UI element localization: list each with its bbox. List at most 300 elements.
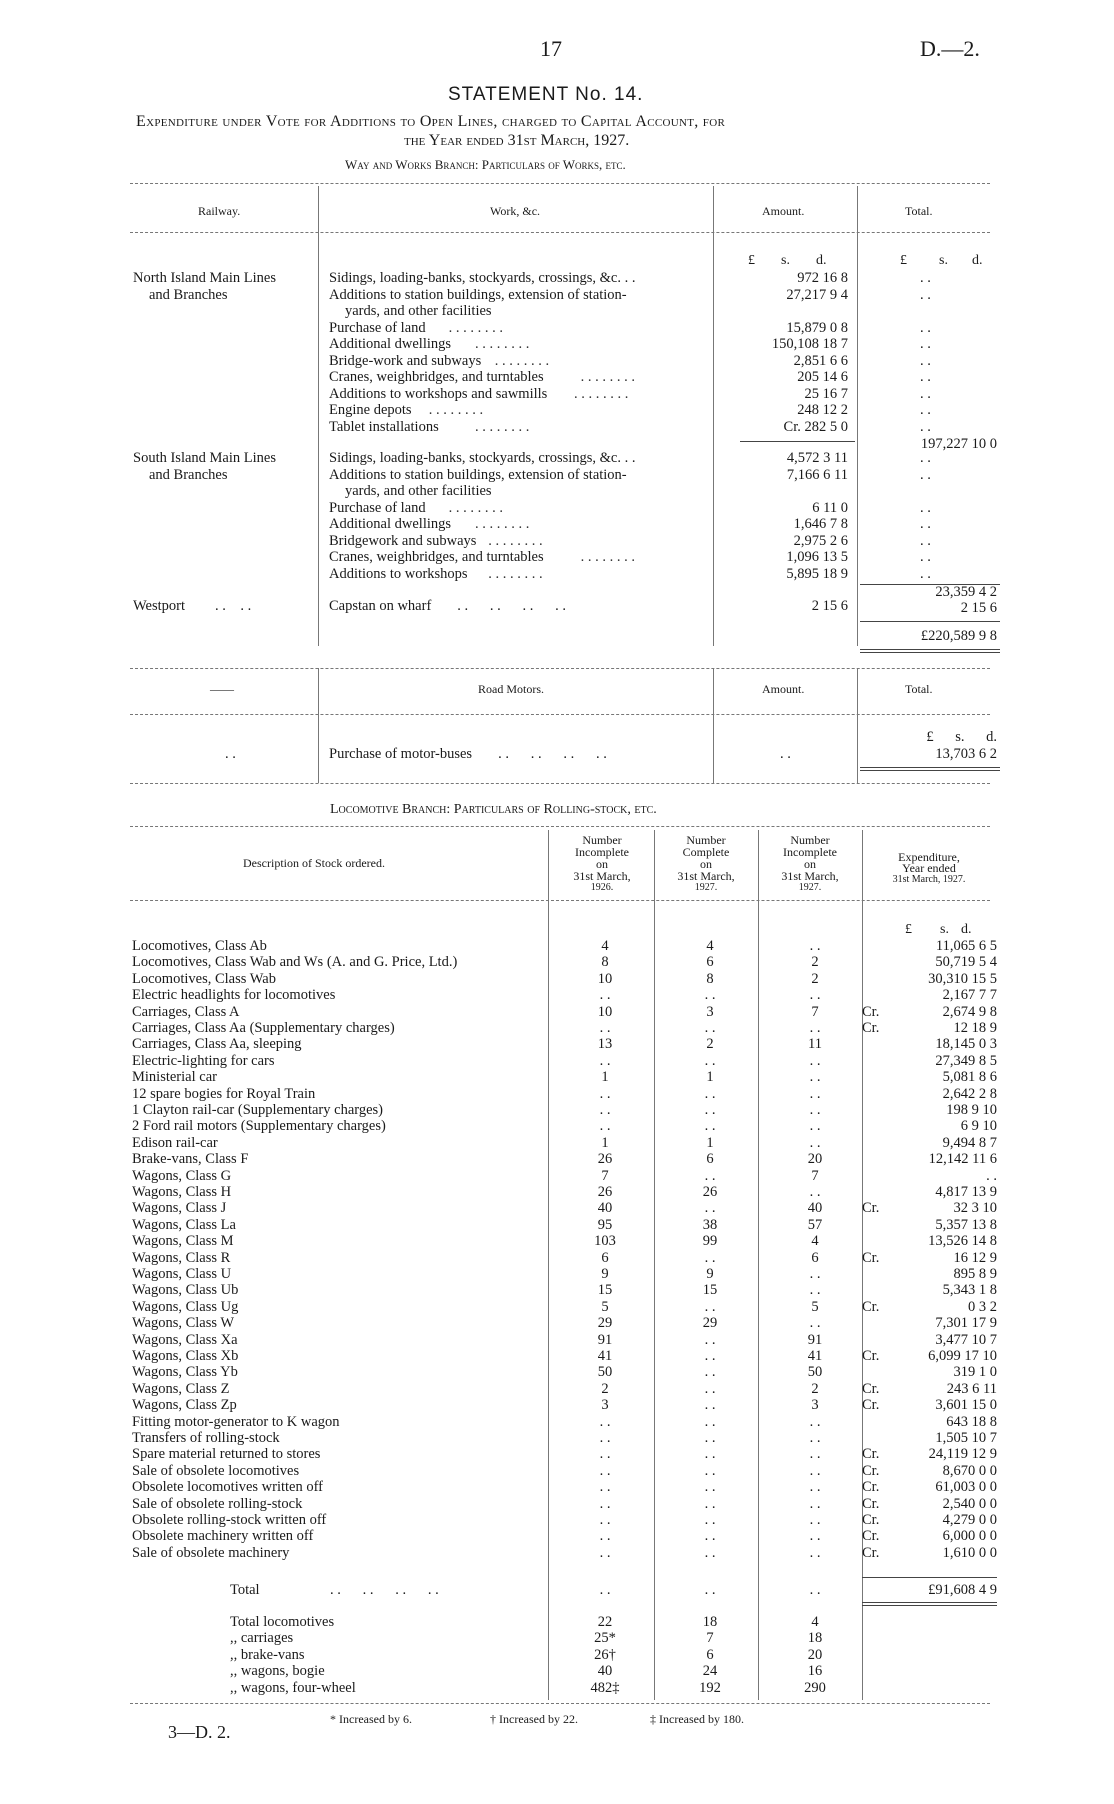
south-leaders-5: . . . . . . . .: [488, 532, 543, 549]
loco-row: [0, 1381, 1114, 1398]
loco-row-description: Edison rail-car: [132, 1134, 218, 1151]
loco-row-complete-1927: . .: [704, 1495, 716, 1512]
north-work-6: Cranes, weighbridges, and turntables: [329, 369, 544, 385]
north-total-0: . .: [920, 270, 931, 286]
loco-row-credit-marker: Cr.: [862, 1380, 880, 1397]
page-number: 17: [540, 36, 562, 61]
road-header-railway: ——: [210, 682, 234, 696]
loco-row-expenditure: 1,610 0 0: [942, 1544, 997, 1561]
loco-row-description: Wagons, Class H: [132, 1184, 232, 1200]
road-col-divider-3: [857, 668, 858, 783]
summary-row-incomplete-1926: 40: [597, 1663, 613, 1680]
loco-row-expenditure: 50,719 5 4: [935, 954, 997, 971]
ww-amount-units: £ s. d.: [748, 253, 827, 268]
loco-row: [0, 987, 1114, 1004]
loco-row-expenditure: 5,343 1 8: [942, 1282, 997, 1299]
loco-row-incomplete-1926: 95: [597, 1216, 613, 1233]
north-total-6: . .: [920, 369, 931, 385]
loco-row-expenditure: 6,000 0 0: [942, 1528, 997, 1545]
loco-row-incomplete-1927: . .: [809, 1528, 821, 1545]
south-work-7: Additions to workshops: [329, 565, 468, 582]
loco-row-incomplete-1927: . .: [809, 1413, 821, 1430]
loco-row-complete-1927: 1: [706, 1069, 714, 1086]
loco-row-complete-1927: . .: [704, 1331, 716, 1348]
loco-row-complete-1927: 1: [706, 1134, 714, 1151]
loco-row-expenditure: 643 18 8: [946, 1413, 997, 1430]
loco-header-incomplete-1927: Number Incomplete on 31st March, 1927.: [781, 833, 839, 893]
loco-row: [0, 971, 1114, 988]
loco-row-incomplete-1926: . .: [599, 1512, 611, 1528]
loco-row-expenditure: 12 18 9: [953, 1020, 997, 1036]
loco-row-incomplete-1926: 2: [601, 1380, 609, 1397]
south-total-4: . .: [920, 516, 931, 532]
road-header-total: Total.: [905, 682, 933, 696]
road-header-work: Road Motors.: [478, 682, 544, 696]
loco-row: [0, 1545, 1114, 1562]
loco-row-credit-marker: Cr.: [862, 1462, 880, 1479]
loco-row-description: Wagons, Class Z: [132, 1380, 230, 1397]
summary-row-incomplete-1927: 4: [811, 1614, 819, 1630]
north-work-0: Sidings, loading-banks, stockyards, crossings, &c. . .: [329, 270, 636, 286]
loco-row-description: Obsolete machinery written off: [132, 1528, 314, 1545]
loco-row-description: Locomotives, Class Ab: [132, 938, 267, 954]
loco-row: [0, 1496, 1114, 1513]
south-work-4: Additional dwellings: [329, 516, 452, 532]
westport-total: 2 15 6: [960, 600, 997, 616]
loco-row-incomplete-1927: 2: [811, 970, 819, 987]
south-work-6: Cranes, weighbridges, and turntables: [329, 549, 544, 565]
loco-row-incomplete-1926: 3: [601, 1397, 609, 1414]
loco-row: [0, 1332, 1114, 1349]
loco-row-expenditure: 319 1 0: [953, 1364, 997, 1381]
loco-row-expenditure: 12,142 11 6: [928, 1151, 997, 1168]
loco-row-complete-1927: . .: [704, 1544, 716, 1561]
south-leaders-3: . . . . . . . .: [448, 499, 503, 516]
loco-row: [0, 1446, 1114, 1463]
loco-row-complete-1927: . .: [704, 1085, 716, 1102]
north-work-2: yards, and other facilities: [345, 303, 492, 319]
loco-row-description: Sale of obsolete locomotives: [132, 1462, 300, 1479]
loco-row-description: Wagons, Class G: [132, 1167, 232, 1184]
loco-row-complete-1927: . .: [704, 1479, 716, 1496]
loco-row-incomplete-1927: . .: [809, 1184, 821, 1200]
loco-row-incomplete-1926: 29: [597, 1315, 613, 1332]
loco-row: [0, 1036, 1114, 1053]
south-work-2: yards, and other facilities: [345, 483, 492, 499]
loco-row-incomplete-1926: 103: [594, 1233, 616, 1250]
north-leaders-4: . . . . . . . .: [475, 336, 530, 352]
south-total-3: . .: [920, 499, 931, 516]
loco-total-n2: . .: [704, 1582, 716, 1598]
loco-total-rule-bottom-1: [862, 1602, 997, 1603]
loco-row-complete-1927: 6: [706, 1151, 714, 1168]
loco-row-expenditure: 895 8 9: [953, 1266, 997, 1282]
loco-row-complete-1927: 3: [706, 1003, 714, 1020]
loco-row-incomplete-1927: 4: [811, 1233, 819, 1250]
loco-row-incomplete-1927: 40: [807, 1200, 823, 1217]
loco-row: [0, 1200, 1114, 1217]
loco-row-incomplete-1926: 9: [601, 1266, 609, 1282]
loco-row-expenditure: 24,119 12 9: [928, 1446, 997, 1463]
loco-row-complete-1927: . .: [704, 1200, 716, 1217]
loco-row: [0, 1364, 1114, 1381]
loco-row-expenditure: 243 6 11: [946, 1380, 997, 1397]
loco-row: [0, 1397, 1114, 1414]
loco-total-leaders: . . . . . . . .: [330, 1582, 439, 1598]
loco-total-label: Total: [230, 1582, 260, 1598]
loco-row-incomplete-1926: 1: [601, 1134, 609, 1151]
north-amount-subtotal-rule: [740, 441, 855, 442]
loco-row: [0, 1528, 1114, 1545]
loco-row-incomplete-1926: 91: [597, 1331, 613, 1348]
summary-row: [0, 1647, 1114, 1664]
footer-code: 3—D. 2.: [168, 1722, 231, 1742]
loco-row: [0, 1463, 1114, 1480]
ww-col-divider-1: [318, 186, 319, 646]
summary-row-description: ,, brake-vans: [230, 1646, 305, 1663]
loco-row-incomplete-1927: 2: [811, 954, 819, 971]
loco-row-credit-marker: Cr.: [862, 1003, 880, 1020]
loco-row-incomplete-1927: . .: [809, 1512, 821, 1528]
summary-row-description: ,, carriages: [230, 1630, 294, 1647]
loco-row-description: Wagons, Class R: [132, 1249, 231, 1266]
loco-total-n3: . .: [809, 1582, 821, 1598]
loco-row: [0, 1053, 1114, 1070]
north-total-9: . .: [920, 418, 931, 435]
loco-row-incomplete-1927: 7: [811, 1003, 819, 1020]
loco-row-incomplete-1926: 41: [597, 1348, 613, 1364]
loco-row-credit-marker: Cr.: [862, 1528, 880, 1545]
summary-row-complete-1927: 7: [706, 1630, 714, 1647]
loco-row-incomplete-1927: . .: [809, 987, 821, 1004]
loco-row-incomplete-1926: 26: [597, 1184, 613, 1200]
loco-row-complete-1927: . .: [704, 1118, 716, 1135]
loco-total-rule-top: [862, 1577, 997, 1578]
loco-row-complete-1927: 8: [706, 970, 714, 987]
loco-row: [0, 1184, 1114, 1201]
summary-row-complete-1927: 192: [699, 1679, 721, 1696]
north-amount-1: 27,217 9 4: [786, 286, 848, 303]
loco-row-incomplete-1926: . .: [599, 1479, 611, 1496]
loco-row-credit-marker: Cr.: [862, 1446, 880, 1463]
loco-row-incomplete-1927: . .: [809, 1446, 821, 1463]
loco-row-incomplete-1927: 2: [811, 1380, 819, 1397]
loco-row: [0, 1233, 1114, 1250]
loco-row-incomplete-1927: 7: [811, 1167, 819, 1184]
south-amount-1: 7,166 6 11: [786, 466, 848, 483]
loco-row-description: Transfers of rolling-stock: [132, 1430, 280, 1446]
statement-subtitle-line1: Expenditure under Vote for Additions to Open Lines, charged to Capital Account, for: [136, 113, 726, 130]
summary-row-incomplete-1927: 18: [807, 1630, 823, 1647]
loco-row-expenditure: 18,145 0 3: [935, 1036, 997, 1053]
south-total-7: . .: [920, 565, 931, 582]
summary-row-incomplete-1926: 26†: [594, 1646, 616, 1663]
loco-row-incomplete-1926: . .: [599, 1413, 611, 1430]
loco-row-expenditure: 61,003 0 0: [935, 1479, 997, 1496]
summary-row: [0, 1680, 1114, 1697]
south-total-1: . .: [920, 466, 931, 483]
loco-row: [0, 1250, 1114, 1267]
south-island-subtotal: 23,359 4 2: [935, 584, 997, 600]
loco-total-n1: . .: [599, 1582, 611, 1598]
statement-subtitle-line2: the Year ended 31st March, 1927.: [404, 132, 630, 149]
ww-total-units: £ s. d.: [900, 253, 983, 268]
loco-row-description: Wagons, Class Zp: [132, 1397, 237, 1414]
loco-row-incomplete-1926: 5: [601, 1298, 609, 1315]
loco-row-expenditure: 7,301 17 9: [935, 1315, 997, 1332]
loco-row-complete-1927: . .: [704, 1348, 716, 1364]
loco-row-expenditure: 9,494 8 7: [942, 1134, 997, 1151]
ww-header-work: Work, &c.: [490, 204, 541, 218]
loco-row-expenditure: 3,601 15 0: [935, 1397, 997, 1414]
summary-row: [0, 1630, 1114, 1647]
loco-row: [0, 1299, 1114, 1316]
loco-row-complete-1927: . .: [704, 1512, 716, 1528]
loco-row-incomplete-1926: . .: [599, 1020, 611, 1036]
loco-row-complete-1927: . .: [704, 1167, 716, 1184]
loco-row: [0, 1151, 1114, 1168]
loco-row-complete-1927: . .: [704, 1052, 716, 1069]
loco-row-incomplete-1926: 8: [601, 954, 609, 971]
loco-row-complete-1927: 26: [702, 1184, 718, 1200]
loco-row-incomplete-1927: . .: [809, 1315, 821, 1332]
south-amount-5: 2,975 2 6: [793, 532, 848, 549]
loco-row-incomplete-1927: . .: [809, 1544, 821, 1561]
loco-row-expenditure: 3,477 10 7: [935, 1331, 997, 1348]
loco-row-incomplete-1926: 15: [597, 1282, 613, 1299]
south-total-0: . .: [920, 450, 931, 466]
loco-row-incomplete-1926: 13: [597, 1036, 613, 1053]
ww-grand-total: £220,589 9 8: [920, 628, 997, 644]
loco-row-expenditure: 27,349 8 5: [935, 1052, 997, 1069]
loco-row-incomplete-1927: . .: [809, 1266, 821, 1282]
loco-row-complete-1927: . .: [704, 1298, 716, 1315]
loco-row-expenditure: 6,099 17 10: [928, 1348, 997, 1364]
loco-row: [0, 1217, 1114, 1234]
loco-row-incomplete-1927: . .: [809, 1282, 821, 1299]
loco-row-credit-marker: Cr.: [862, 1249, 880, 1266]
road-table-bottom-rule: [130, 783, 990, 784]
loco-row-description: 12 spare bogies for Royal Train: [132, 1085, 316, 1102]
loco-row-complete-1927: . .: [704, 1020, 716, 1036]
summary-row: [0, 1614, 1114, 1631]
loco-row: [0, 1479, 1114, 1496]
loco-header-description: Description of Stock ordered.: [243, 856, 385, 870]
loco-row-expenditure: 2,674 9 8: [942, 1003, 997, 1020]
loco-header-incomplete-1926: Number Incomplete on 31st March, 1926.: [573, 833, 631, 893]
loco-row-description: Carriages, Class Aa, sleeping: [132, 1036, 302, 1053]
north-leaders-8: . . . . . . . .: [428, 402, 484, 418]
loco-row-incomplete-1927: 3: [811, 1397, 819, 1414]
loco-row: [0, 1430, 1114, 1447]
road-amount: . .: [780, 746, 791, 762]
loco-row: [0, 1512, 1114, 1529]
south-work-5: Bridgework and subways: [329, 532, 477, 549]
south-work-3: Purchase of land: [329, 499, 426, 516]
westport-amount: 2 15 6: [811, 598, 848, 614]
loco-row-expenditure: 2,540 0 0: [942, 1495, 997, 1512]
loco-row-description: Spare material returned to stores: [132, 1446, 321, 1463]
loco-row-description: Locomotives, Class Wab: [132, 970, 276, 987]
loco-row-incomplete-1927: 11: [808, 1036, 822, 1053]
loco-row-credit-marker: Cr.: [862, 1479, 880, 1496]
summary-row-incomplete-1926: 22: [597, 1614, 613, 1630]
ww-header-total: Total.: [905, 204, 933, 218]
loco-row-expenditure: 0 3 2: [968, 1298, 997, 1315]
loco-row-credit-marker: Cr.: [862, 1298, 880, 1315]
loco-row-complete-1927: . .: [704, 1397, 716, 1414]
loco-row-description: Obsolete rolling-stock written off: [132, 1512, 327, 1528]
loco-row-credit-marker: Cr.: [862, 1397, 880, 1414]
ww-grand-total-rule-bottom-2: [860, 652, 1000, 653]
loco-row: [0, 1135, 1114, 1152]
north-leaders-3: . . . . . . . .: [448, 319, 503, 336]
loco-header-bottom-rule: [130, 900, 990, 901]
north-work-4: Additional dwellings: [329, 336, 452, 352]
loco-total-rule-bottom-2: [862, 1605, 997, 1606]
loco-row: [0, 1348, 1114, 1365]
loco-row-incomplete-1927: 57: [807, 1216, 823, 1233]
road-total-units: £ s. d.: [926, 729, 997, 745]
loco-row-incomplete-1926: 50: [597, 1364, 613, 1381]
loco-row-incomplete-1927: . .: [809, 1134, 821, 1151]
loco-row-incomplete-1927: . .: [809, 1430, 821, 1446]
north-amount-9: Cr. 282 5 0: [783, 418, 848, 435]
loco-row-description: Wagons, Class U: [132, 1266, 232, 1282]
loco-row-expenditure: 11,065 6 5: [935, 938, 997, 954]
document-code: D.—2.: [920, 36, 980, 61]
loco-row-expenditure: 8,670 0 0: [942, 1462, 997, 1479]
loco-row: [0, 1118, 1114, 1135]
loco-row-expenditure: 4,279 0 0: [942, 1512, 997, 1528]
loco-row-incomplete-1926: . .: [599, 987, 611, 1004]
ww-header-bottom-rule: [130, 232, 990, 233]
loco-row: [0, 954, 1114, 971]
summary-row-incomplete-1927: 290: [804, 1679, 826, 1696]
north-total-4: . .: [920, 336, 931, 352]
north-amount-5: 2,851 6 6: [793, 352, 848, 369]
loco-row-incomplete-1926: 1: [601, 1069, 609, 1086]
loco-row: [0, 1004, 1114, 1021]
loco-row-credit-marker: Cr.: [862, 1544, 880, 1561]
north-total-3: . .: [920, 319, 931, 336]
loco-row: [0, 1069, 1114, 1086]
loco-row-expenditure: 5,081 8 6: [942, 1069, 997, 1086]
loco-row-complete-1927: 38: [702, 1216, 718, 1233]
loco-row-incomplete-1927: 41: [807, 1348, 823, 1364]
summary-row-complete-1927: 6: [706, 1646, 714, 1663]
south-amount-6: 1,096 13 5: [786, 549, 848, 565]
loco-row-description: Wagons, Class M: [132, 1233, 234, 1250]
north-total-8: . .: [920, 402, 931, 418]
loco-row-description: Wagons, Class W: [132, 1315, 235, 1332]
loco-header-complete-1927: Number Complete on 31st March, 1927.: [677, 833, 735, 893]
loco-total-expenditure: £91,608 4 9: [928, 1582, 997, 1598]
loco-row-description: 1 Clayton rail-car (Supplementary charges): [132, 1102, 383, 1118]
loco-row-incomplete-1927: . .: [809, 1052, 821, 1069]
loco-row-incomplete-1926: . .: [599, 1085, 611, 1102]
loco-total-row: [0, 1582, 1114, 1599]
loco-row: [0, 1102, 1114, 1119]
loco-row-credit-marker: Cr.: [862, 1495, 880, 1512]
ww-grand-total-rule-top: [860, 621, 1000, 622]
loco-row-incomplete-1926: 26: [597, 1151, 613, 1168]
loco-row: [0, 1315, 1114, 1332]
north-amount-4: 150,108 18 7: [771, 336, 848, 352]
north-amount-0: 972 16 8: [797, 270, 848, 286]
summary-row-incomplete-1927: 20: [807, 1646, 823, 1663]
loco-row-incomplete-1927: . .: [809, 1069, 821, 1086]
loco-row-complete-1927: 15: [702, 1282, 718, 1299]
loco-row-complete-1927: 2: [706, 1036, 714, 1053]
loco-row-incomplete-1927: . .: [809, 1085, 821, 1102]
north-total-5: . .: [920, 352, 931, 369]
loco-row: [0, 1020, 1114, 1037]
south-amount-3: 6 11 0: [812, 499, 848, 516]
loco-row-incomplete-1927: 20: [807, 1151, 823, 1168]
loco-row-incomplete-1927: 91: [807, 1331, 823, 1348]
loco-row-complete-1927: . .: [704, 1380, 716, 1397]
loco-row-incomplete-1926: . .: [599, 1052, 611, 1069]
south-leaders-4: . . . . . . . .: [475, 516, 530, 532]
loco-row-incomplete-1926: . .: [599, 1462, 611, 1479]
north-amount-6: 205 14 6: [797, 369, 848, 385]
summary-row-incomplete-1926: 25*: [594, 1630, 616, 1647]
loco-row-incomplete-1927: . .: [809, 1102, 821, 1118]
south-total-6: . .: [920, 549, 931, 565]
loco-row-incomplete-1927: . .: [809, 1495, 821, 1512]
loco-row-complete-1927: . .: [704, 1528, 716, 1545]
summary-row-description: ,, wagons, four-wheel: [230, 1679, 356, 1696]
north-leaders-5: . . . . . . . .: [494, 352, 550, 369]
north-island-subtotal: 197,227 10 0: [920, 436, 997, 452]
loco-row-complete-1927: . .: [704, 1364, 716, 1381]
loco-row-description: Fitting motor-generator to K wagon: [132, 1413, 340, 1430]
road-header-bottom-rule: [130, 714, 990, 715]
road-table-top-rule: [130, 668, 990, 669]
westport-work: Capstan on wharf . . . . . . . .: [329, 598, 567, 614]
loco-row-incomplete-1926: . .: [599, 1430, 611, 1446]
road-col-divider-1: [318, 668, 319, 783]
loco-row-complete-1927: 4: [706, 938, 714, 954]
loco-row-expenditure: 13,526 14 8: [928, 1233, 997, 1250]
loco-row-incomplete-1927: 50: [807, 1364, 823, 1381]
loco-row-expenditure: 1,505 10 7: [935, 1430, 997, 1446]
loco-row: [0, 1414, 1114, 1431]
loco-row-complete-1927: . .: [704, 987, 716, 1004]
summary-row: [0, 1663, 1114, 1680]
loco-row-description: Wagons, Class La: [132, 1216, 236, 1233]
loco-row-complete-1927: . .: [704, 1102, 716, 1118]
road-header-amount: Amount.: [762, 682, 805, 696]
loco-row-expenditure: 5,357 13 8: [935, 1216, 997, 1233]
loco-row-complete-1927: 6: [706, 954, 714, 971]
loco-row-credit-marker: Cr.: [862, 1348, 880, 1364]
north-total-1: . .: [920, 286, 931, 303]
loco-row-incomplete-1926: . .: [599, 1118, 611, 1135]
statement-title: STATEMENT No. 14.: [448, 84, 644, 105]
loco-row-incomplete-1926: . .: [599, 1544, 611, 1561]
summary-row-description: Total locomotives: [230, 1614, 335, 1630]
loco-row-description: Locomotives, Class Wab and Ws (A. and G. Price, Ltd.): [132, 954, 458, 971]
summary-row-incomplete-1927: 16: [807, 1663, 823, 1680]
loco-row-incomplete-1926: . .: [599, 1102, 611, 1118]
loco-row-complete-1927: 29: [702, 1315, 718, 1332]
north-total-7: . .: [920, 385, 931, 402]
loco-row-complete-1927: 9: [706, 1266, 714, 1282]
loco-row-expenditure: 4,817 13 9: [935, 1184, 997, 1200]
south-leaders-6: . . . . . . . .: [580, 549, 635, 565]
